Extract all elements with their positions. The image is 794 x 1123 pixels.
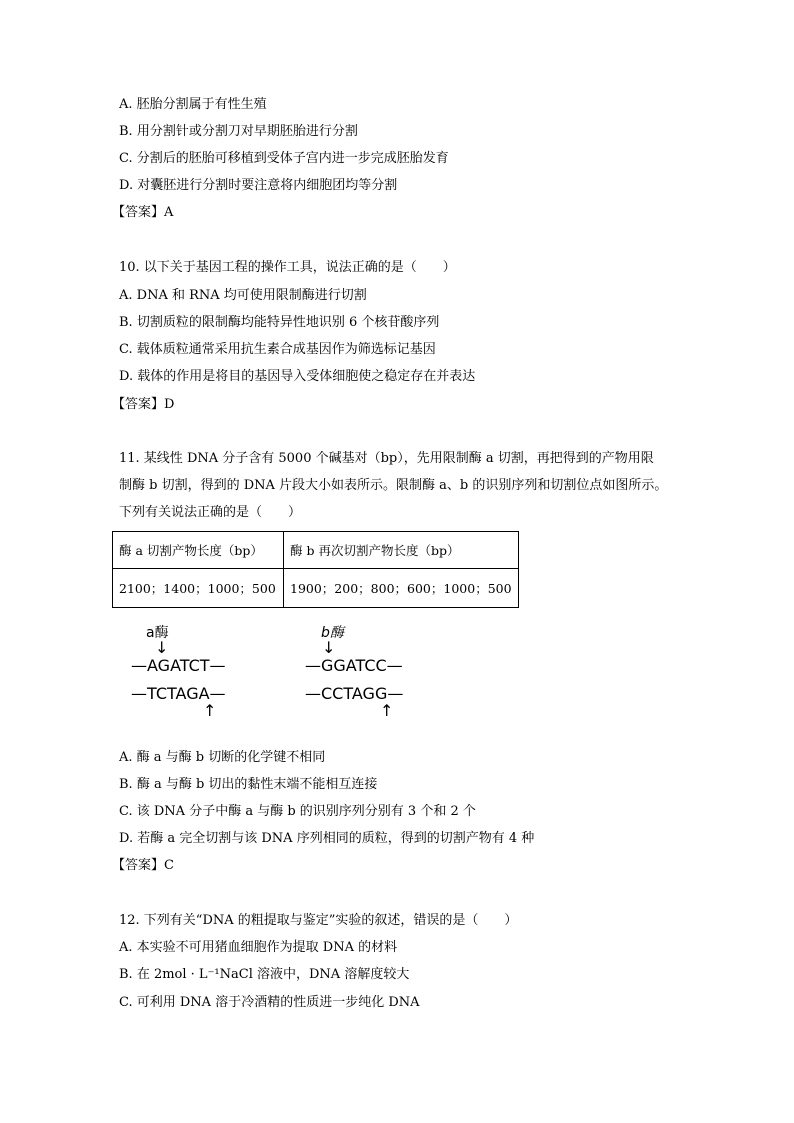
q11-option-c: C. 该 DNA 分子中酶 a 与酶 b 的识别序列分别有 3 个和 2 个 bbox=[119, 804, 476, 819]
table-header-row bbox=[113, 532, 519, 569]
q10-stem: 10. 以下关于基因工程的操作工具，说法正确的是（ ） bbox=[119, 260, 456, 275]
q9-answer: 【答案】A bbox=[112, 205, 174, 220]
enzyme-a-cut-arrow-up-icon: ↑ bbox=[203, 701, 217, 720]
q9-option-c: C. 分割后的胚胎可移植到受体子宫内进一步完成胚胎发育 bbox=[119, 151, 449, 166]
q10-option-d: D. 载体的作用是将目的基因导入受体细胞使之稳定存在并表达 bbox=[119, 369, 476, 384]
q9-option-a: A. 胚胎分割属于有性生殖 bbox=[119, 97, 267, 112]
q11-option-d: D. 若酶 a 完全切割与该 DNA 序列相同的质粒，得到的切割产物有 4 种 bbox=[119, 831, 535, 846]
q12-option-c: C. 可利用 DNA 溶于冷酒精的性质进一步纯化 DNA bbox=[119, 995, 420, 1010]
enzyme-a-bottom-strand: —TCTAGA— bbox=[131, 684, 226, 703]
q12-option-a: A. 本实验不可用猪血细胞作为提取 DNA 的材料 bbox=[119, 940, 398, 955]
q11-option-a: A. 酶 a 与酶 b 切断的化学键不相同 bbox=[119, 750, 326, 765]
q10-option-c: C. 载体质粒通常采用抗生素合成基因作为筛选标记基因 bbox=[119, 342, 436, 357]
q12-option-b: B. 在 2mol · L⁻¹NaCl 溶液中，DNA 溶解度较大 bbox=[119, 967, 410, 982]
table-row bbox=[113, 569, 519, 608]
q9-option-d: D. 对囊胚进行分割时要注意将内细胞团均等分割 bbox=[119, 178, 398, 193]
enzyme-b-label: b酶 bbox=[321, 625, 344, 641]
enzyme-b-cut-arrow-down-icon: ↓ bbox=[322, 638, 336, 657]
q10-option-b: B. 切割质粒的限制酶均能特异性地识别 6 个核苷酸序列 bbox=[119, 315, 440, 330]
q11-answer: 【答案】C bbox=[112, 858, 174, 873]
table-header-cell: 酶 a 切割产物长度（bp） bbox=[113, 532, 284, 569]
table-header-cell: 酶 b 再次切割产物长度（bp） bbox=[284, 532, 519, 569]
q12-stem: 12. 下列有关“DNA 的粗提取与鉴定”实验的叙述，错误的是（ ） bbox=[119, 913, 518, 928]
enzyme-a-top-strand: —AGATCT— bbox=[131, 656, 226, 675]
q11-stem-line-1: 11. 某线性 DNA 分子含有 5000 个碱基对（bp），先用限制酶 a 切割，再把得到的产物用限 bbox=[119, 451, 654, 466]
enzyme-b-cut-arrow-up-icon: ↑ bbox=[380, 701, 394, 720]
q11-fragment-table bbox=[112, 531, 519, 608]
enzyme-b-top-strand: —GGATCC— bbox=[305, 656, 403, 675]
enzyme-a-label: a酶 bbox=[146, 625, 169, 641]
q11-stem-line-2: 制酶 b 切割，得到的 DNA 片段大小如表所示。限制酶 a、b 的识别序列和切割位点如图所示。 bbox=[119, 478, 668, 493]
q11-option-b: B. 酶 a 与酶 b 切出的黏性末端不能相互连接 bbox=[119, 777, 378, 792]
enzyme-b-bottom-strand: —CCTAGG— bbox=[305, 684, 404, 703]
table-cell: 2100；1400；1000；500 bbox=[113, 569, 284, 608]
enzyme-a-cut-arrow-down-icon: ↓ bbox=[155, 638, 169, 657]
q10-option-a: A. DNA 和 RNA 均可使用限制酶进行切割 bbox=[119, 288, 367, 303]
table-cell: 1900；200；800；600；1000；500 bbox=[284, 569, 519, 608]
q11-stem-line-3: 下列有关说法正确的是（ ） bbox=[119, 505, 302, 520]
q10-answer: 【答案】D bbox=[112, 397, 175, 412]
q9-option-b: B. 用分割针或分割刀对早期胚胎进行分割 bbox=[119, 124, 358, 139]
